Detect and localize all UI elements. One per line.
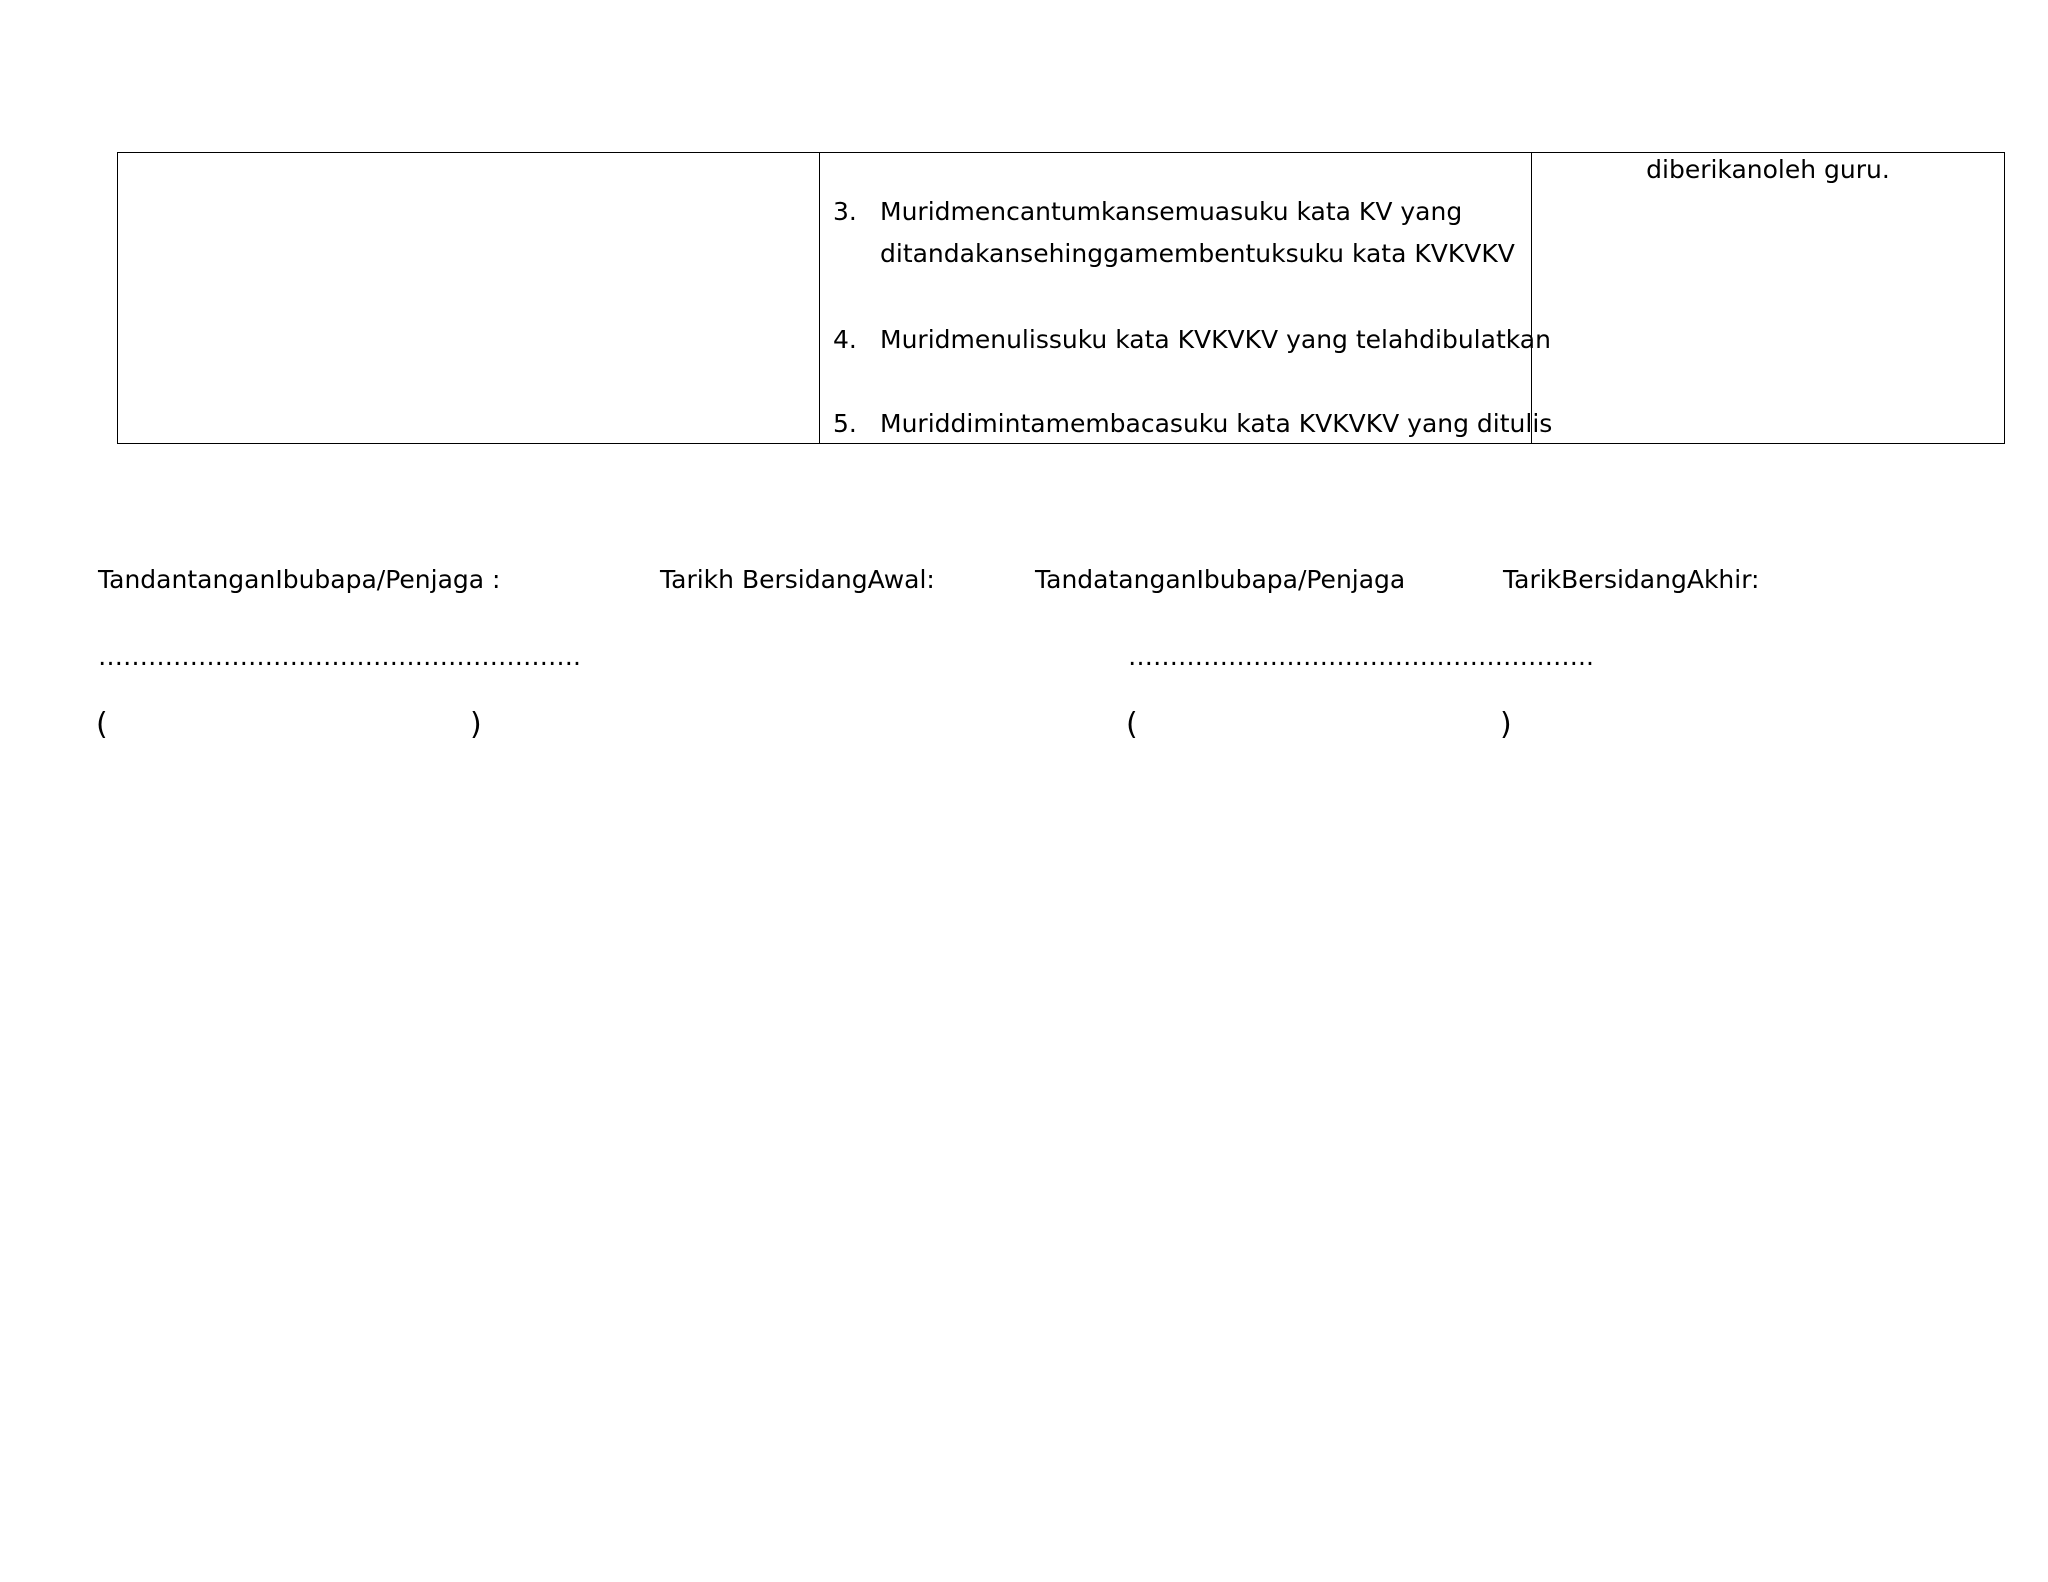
signature-line-2: ……………………………………………….. [1128,642,1594,671]
parent-signature-label-2: TandatanganIbubapa/Penjaga [1035,565,1406,594]
name-close-paren-1: ) [470,707,482,742]
list-item [833,191,1515,275]
table-cell-steps [820,153,1553,444]
table-cell-notes [1532,153,2005,444]
activity-table [117,152,2005,444]
signature-line-1: …………………………………………………. [98,642,581,671]
list-item-text: Muridmencantumkansemuasuku kata KV yang [880,197,1463,226]
list-item [833,319,1551,361]
list-item-text: Muridmenulissuku kata KVKVKV yang telahdibulatkan [880,325,1551,354]
notes-text: diberikanoleh guru. [1646,155,1890,184]
list-item-number: 3. [833,197,857,226]
meeting-start-date-label: Tarikh BersidangAwal: [660,565,935,594]
table-cell-left [118,153,820,444]
list-item-text-continued: ditandakansehinggamembentuksuku kata KVKVKV [880,239,1515,268]
list-item-text: Muriddimintamembacasuku kata KVKVKV yang ditulis [880,409,1553,438]
name-close-paren-2: ) [1500,707,1512,742]
name-open-paren-2: ( [1126,707,1138,742]
table-row [118,153,2005,444]
list-item-number: 4. [833,325,857,354]
meeting-end-date-label: TarikBersidangAkhir: [1503,565,1760,594]
list-item [833,403,1552,445]
parent-signature-label-1: TandantanganIbubapa/Penjaga : [98,565,501,594]
list-item-number: 5. [833,409,857,438]
name-open-paren-1: ( [96,707,108,742]
